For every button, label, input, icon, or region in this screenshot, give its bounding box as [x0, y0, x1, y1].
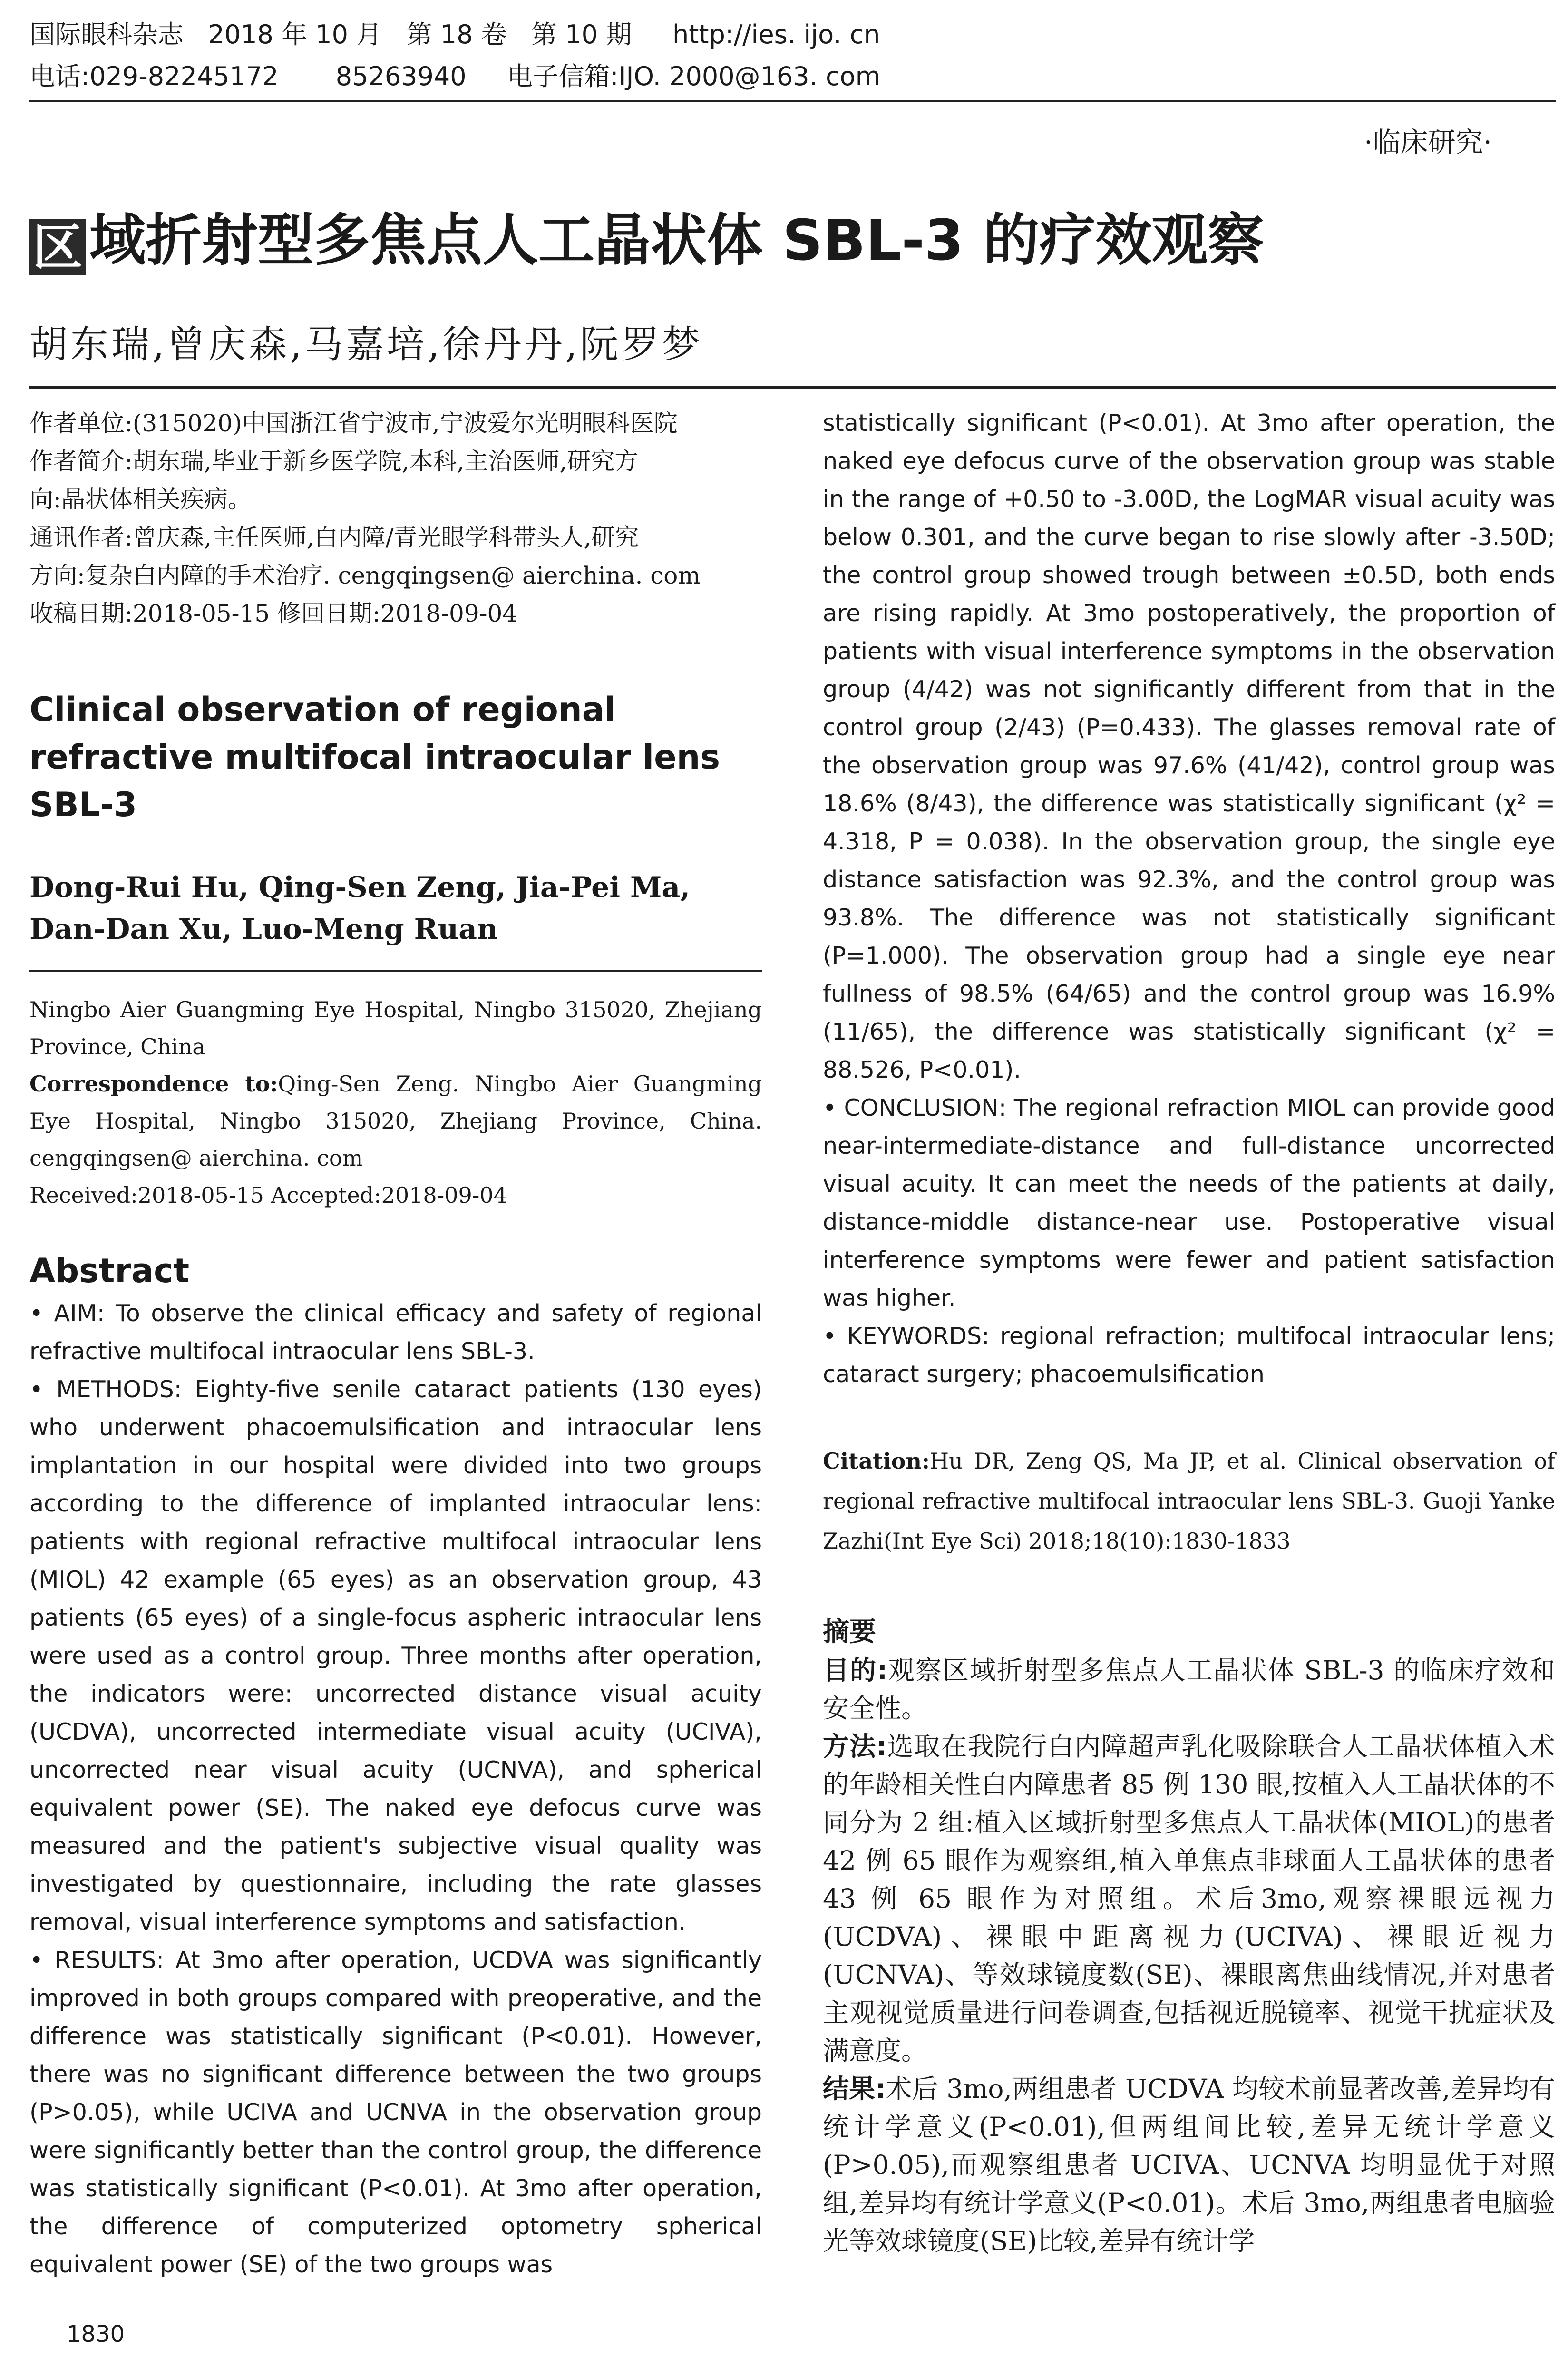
zh-aim-label: 目的:	[823, 1655, 887, 1685]
chinese-abstract-heading: 摘要	[823, 1617, 876, 1647]
abstract-methods: • METHODS: Eighty-five senile cataract patients (130 eyes) who underwent phacoemulsification and intraocular lens implantation in our hospital were divided into two groups according to the difference of implanted intraocular lens: patients with regional refractive multifocal intraocular lens (MIOL) 42 example (65 eyes) as an observation group, 43 patients (65 eyes) of a single-focus aspheric intraocular lens were used as a control group. Three months after operation, the indicators were: uncorrected distance visual acuity (UCDVA), uncorrected intermediate visual acuity (UCIVA), uncorrected near visual acuity (UCNVA), and spherical equivalent power (SE). The naked eye defocus curve was measured and the patient's subjective visual quality was investigated by questionnaire, including the rate glasses removal, visual interference symptoms and satisfaction.	[29, 1376, 762, 1936]
authors-rule	[29, 386, 1556, 389]
title-text: 域折射型多焦点人工晶状体 SBL-3 的疗效观察	[89, 207, 1264, 273]
right-column	[823, 404, 1555, 2260]
zh-aim	[823, 1651, 1555, 1727]
author-info-line: 作者单位:(315020)中国浙江省宁波市,宁波爱尔光明眼科医院	[29, 409, 678, 437]
abstract-conclusion: • CONCLUSION: The regional refraction MIOL can provide good near-intermediate-distance and full-distance uncorrected visual acuity. It can meet the needs of the patients at daily, distance-middle distance-near use. Postoperative visual interference symptoms were fewer and patient satisfaction was higher.	[823, 1094, 1555, 1312]
citation-text: Hu DR, Zeng QS, Ma JP, et al. Clinical observation of regional refractive multifocal intraocular lens SBL-3. Guoji Yanke Zazhi(Int Eye Sci) 2018;18(10):1830-1833	[823, 1448, 1555, 1554]
authors-cn: 胡东瑞,曾庆森,马嘉培,徐丹丹,阮罗梦	[29, 322, 703, 367]
journal-header-line2: 电话:029-82245172 85263940 电子信箱:IJO. 2000@163. com	[29, 61, 881, 91]
zh-methods-label: 方法:	[823, 1731, 887, 1762]
zh-methods	[823, 1727, 1555, 2070]
header-rule	[29, 100, 1556, 102]
journal-header-line1: 国际眼科杂志 2018 年 10 月 第 18 卷 第 10 期 http://ies. ijo. cn	[29, 19, 880, 49]
abstract-body	[29, 1295, 762, 2284]
citation	[823, 1441, 1555, 1561]
zh-results	[823, 2070, 1555, 2260]
author-info-line: 收稿日期:2018-05-15 修回日期:2018-09-04	[29, 600, 518, 627]
author-info-line: 通讯作者:曾庆森,主任医师,白内障/青光眼学科带头人,研究	[29, 524, 639, 551]
abstract-results: • RESULTS: At 3mo after operation, UCDVA was significantly improved in both groups compared with preoperative, and the difference was statistically significant (P<0.01). However, there was no significant difference between the two groups (P>0.05), while UCIVA and UCNVA in the observation group were significantly better than the control group, the difference was statistically significant (P<0.01). At 3mo after operation, the difference of computerized optometry spherical equivalent power (SE) of the two groups was	[29, 1947, 762, 2278]
abstract-aim: • AIM: To observe the clinical efficacy and safety of regional refractive multifocal intraocular lens SBL-3.	[29, 1300, 762, 1365]
chinese-abstract	[823, 1651, 1555, 2260]
left-column	[29, 404, 762, 2284]
article-title	[29, 205, 1264, 276]
received-accepted-dates: Received:2018-05-15 Accepted:2018-09-04	[29, 1182, 507, 1208]
affiliation-block	[29, 991, 762, 1214]
correspondence-text: Qing-Sen Zeng. Ningbo Aier Guangming Eye Hospital, Ningbo 315020, Zhejiang Province, China. cengqingsen@ aierchina. com	[29, 1071, 762, 1171]
page-number: 1830	[67, 2321, 125, 2348]
correspondence	[29, 1065, 762, 1177]
english-title: Clinical observation of regional refractive multifocal intraocular lens SBL-3	[29, 690, 721, 824]
affiliation: Ningbo Aier Guangming Eye Hospital, Ningbo 315020, Zhejiang Province, China	[29, 997, 762, 1060]
zh-results-text: 术后 3mo,两组患者 UCDVA 均较术前显著改善,差异均有统计学意义(P<0.01),但两组间比较,差异无统计学意义(P>0.05),而观察组患者 UCIVA、UCNVA 均明显优于对照组,差异均有统计学意义(P<0.01)。术后 3mo,两组患者电脑验光等效球镜度(SE)比较,差异有统计学	[823, 2074, 1555, 2256]
author-info	[29, 404, 762, 633]
abstract-results-continued: statistically significant (P<0.01). At 3mo after operation, the naked eye defocus curve of the observation group was stable in the range of +0.50 to -3.00D, the LogMAR visual acuity was below 0.301, and the curve began to rise slowly after -3.50D; the control group showed trough between ±0.5D, both ends are rising rapidly. At 3mo postoperatively, the proportion of patients with visual interference symptoms in the observation group (4/42) was not significantly different from that in the control group (2/43) (P=0.433). The glasses removal rate of the observation group was 97.6% (41/42), control group was 18.6% (8/43), the difference was statistically significant (χ² = 4.318, P = 0.038). In the observation group, the single eye distance satisfaction was 92.3%, and the control group was 93.8%. The difference was not statistically significant (P=1.000). The observation group had a single eye near fullness of 98.5% (64/65) and the control group was 16.9% (11/65), the difference was statistically significant (χ² = 88.526, P<0.01).	[823, 409, 1555, 1083]
author-info-line: 方向:复杂白内障的手术治疗. cengqingsen@ aierchina. com	[29, 562, 701, 589]
section-label: ·临床研究·	[1364, 126, 1492, 158]
abstract-heading: Abstract	[29, 1251, 190, 1290]
zh-aim-text: 观察区域折射型多焦点人工晶状体 SBL-3 的临床疗效和安全性。	[823, 1655, 1555, 1724]
english-authors: Dong-Rui Hu, Qing-Sen Zeng, Jia-Pei Ma, Dan-Dan Xu, Luo-Meng Ruan	[29, 867, 762, 972]
zh-results-label: 结果:	[823, 2074, 886, 2104]
zh-methods-text: 选取在我院行白内障超声乳化吸除联合人工晶状体植入术的年龄相关性白内障患者 85 例 130 眼,按植入人工晶状体的不同分为 2 组:植入区域折射型多焦点人工晶状体(MIOL)的患者 42 例 65 眼作为观察组,植入单焦点非球面人工晶状体的患者 43 例 65 眼作为对照组。术后3mo,观察裸眼远视力(UCDVA)、裸眼中距离视力(UCIVA)、裸眼近视力(UCNVA)、等效球镜度数(SE)、裸眼离焦曲线情况,并对患者主观视觉质量进行问卷调查,包括视近脱镜率、视觉干扰症状及满意度。	[823, 1731, 1555, 2066]
title-first-char-box: 区	[29, 219, 86, 275]
author-info-line: 作者简介:胡东瑞,毕业于新乡医学院,本科,主治医师,研究方	[29, 448, 639, 475]
abstract-keywords: • KEYWORDS: regional refraction; multifocal intraocular lens; cataract surgery; phacoemulsification	[823, 1323, 1555, 1388]
citation-label: Citation:	[823, 1448, 930, 1474]
author-info-line: 向:晶状体相关疾病。	[29, 486, 252, 513]
correspondence-label: Correspondence to:	[29, 1071, 278, 1097]
